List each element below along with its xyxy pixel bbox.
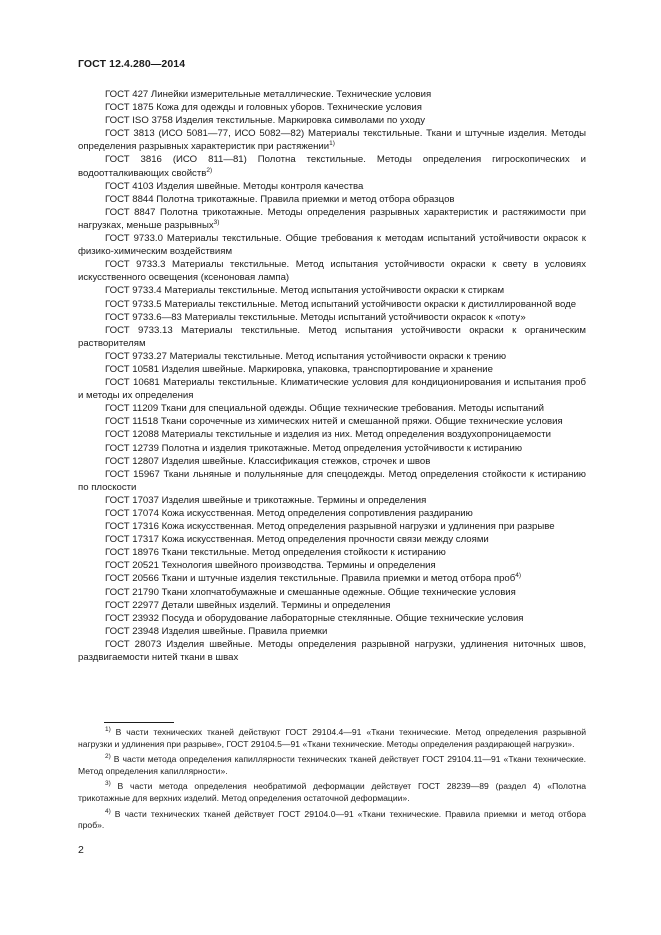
- reference-text: ГОСТ 17316 Кожа искусственная. Метод определения разрывной нагрузки и удлинения при разрыве: [105, 521, 555, 533]
- document-header: ГОСТ 12.4.280—2014: [78, 58, 186, 70]
- reference-list: [78, 88, 586, 664]
- reference-text: ГОСТ 21790 Ткани хлопчатобумажные и смешанные одежные. Общие технические условия: [105, 586, 516, 598]
- footnote-text: В части технических тканей действуют ГОСТ 29104.4—91 «Ткани технические. Метод определения разрывной нагрузки и удлинения при разрыве», ГОСТ 29104.5—91 «Ткани технические. Методы определения раздирающей нагрузки».: [78, 727, 587, 749]
- footnote-mark: 2): [105, 753, 111, 761]
- footnote-marker: 4): [515, 572, 522, 580]
- reference-item: [78, 284, 586, 297]
- reference-item: [78, 101, 586, 114]
- reference-item: [78, 153, 586, 179]
- reference-item: [78, 415, 586, 428]
- reference-item: [78, 612, 586, 625]
- reference-item: [78, 114, 586, 127]
- reference-item: [78, 572, 586, 585]
- reference-item: [78, 507, 586, 520]
- reference-text: ГОСТ 10581 Изделия швейные. Маркировка, упаковка, транспортирование и хранение: [105, 363, 494, 375]
- footnote-text: В части метода определения капиллярности технических тканей действует ГОСТ 29104.11—91 «Ткани технические. Метод определения капиллярности».: [78, 754, 586, 776]
- reference-text: ГОСТ ISO 3758 Изделия текстильные. Маркировка символами по уходу: [105, 115, 426, 127]
- reference-text: ГОСТ 15967 Ткани льняные и полульняные для спецодежды. Метод определения стойкости к истиранию по плоскости: [78, 468, 586, 493]
- reference-text: ГОСТ 4103 Изделия швейные. Методы контроля качества: [105, 180, 364, 192]
- footnote-mark: 3): [105, 780, 111, 788]
- reference-text: ГОСТ 12088 Материалы текстильные и изделия из них. Метод определения воздухопроницаемости: [105, 429, 551, 441]
- reference-item: [78, 455, 586, 468]
- reference-item: [78, 599, 586, 612]
- reference-item: [78, 468, 586, 494]
- reference-text: ГОСТ 22977 Детали швейных изделий. Термины и определения: [105, 599, 391, 611]
- reference-item: [78, 428, 586, 441]
- footnote-text: В части метода определения необратимой деформации действует ГОСТ 28239—89 (раздел 4) «Полотна трикотажные для верхних изделий. Метод определения остаточной деформации».: [78, 781, 586, 803]
- reference-text: ГОСТ 1875 Кожа для одежды и головных уборов. Технические условия: [105, 102, 422, 114]
- reference-text: ГОСТ 20521 Технология швейного производства. Термины и определения: [105, 560, 436, 572]
- reference-item: [78, 232, 586, 258]
- reference-item: [78, 350, 586, 363]
- reference-item: [78, 559, 586, 572]
- reference-text: ГОСТ 11518 Ткани сорочечные из химических нитей и смешанной пряжи. Общие технические условия: [105, 416, 563, 428]
- reference-item: [78, 494, 586, 507]
- footnote-text: В части технических тканей действует ГОСТ 29104.0—91 «Ткани технические. Правила приемки и метод отбора проб».: [78, 808, 586, 831]
- reference-item: [78, 206, 586, 232]
- reference-item: [78, 402, 586, 415]
- reference-item: [78, 533, 586, 546]
- reference-item: [78, 586, 586, 599]
- reference-item: [78, 442, 586, 455]
- footnote-mark: 1): [105, 726, 111, 734]
- footnote-mark: 4): [105, 807, 111, 815]
- reference-text: ГОСТ 427 Линейки измерительные металлические. Технические условия: [105, 89, 432, 100]
- reference-text: ГОСТ 23948 Изделия швейные. Правила приемки: [105, 625, 328, 637]
- page-number: 2: [78, 844, 84, 856]
- reference-item: [78, 193, 586, 206]
- footnote-marker: 3): [213, 218, 220, 226]
- reference-text: ГОСТ 9733.27 Материалы текстильные. Метод испытания устойчивости окраски к трению: [105, 350, 507, 362]
- reference-item: [78, 180, 586, 193]
- reference-item: [78, 376, 586, 402]
- reference-item: [78, 363, 586, 376]
- footnote-item: [78, 727, 586, 750]
- reference-item: [78, 298, 586, 311]
- reference-text: ГОСТ 23932 Посуда и оборудование лабораторные стеклянные. Общие технические условия: [105, 612, 524, 624]
- reference-text: ГОСТ 11209 Ткани для специальной одежды. Общие технические требования. Методы испытаний: [105, 403, 545, 415]
- reference-text: ГОСТ 8844 Полотна трикотажные. Правила приемки и метод отбора образцов: [105, 193, 455, 205]
- reference-text: ГОСТ 28073 Изделия швейные. Методы определения разрывной нагрузки, удлинения ниточных швов, раздвигаемости нитей ткани в швах: [78, 638, 586, 664]
- reference-item: [78, 546, 586, 559]
- reference-text: ГОСТ 17074 Кожа искусственная. Метод определения сопротивления раздиранию: [105, 508, 473, 519]
- reference-item: [78, 324, 586, 350]
- reference-item: [78, 127, 586, 153]
- reference-text: ГОСТ 3816 (ИСО 811—81) Полотна текстильные. Методы определения гигроскопических и водоотталкивающих свойств: [78, 154, 586, 179]
- footnote-item: [78, 809, 586, 832]
- reference-text: ГОСТ 9733.4 Материалы текстильные. Метод испытания устойчивости окраски к стиркам: [105, 285, 505, 297]
- footnote-item: [78, 754, 586, 777]
- reference-item: [78, 88, 586, 101]
- footnote-separator: [104, 722, 174, 723]
- reference-text: ГОСТ 9733.3 Материалы текстильные. Метод испытания устойчивости окраски к свету в условиях искусственного освещения (ксеноновая лампа): [78, 259, 586, 284]
- reference-item: [78, 625, 586, 638]
- reference-text: ГОСТ 9733.6—83 Материалы текстильные. Методы испытаний устойчивости окрасок к «поту»: [105, 311, 526, 323]
- reference-text: ГОСТ 17317 Кожа искусственная. Метод определения прочности связи между слоями: [105, 534, 489, 546]
- reference-text: ГОСТ 20566 Ткани и штучные изделия текстильные. Правила приемки и метод отбора проб: [105, 573, 516, 585]
- footnote-item: [78, 781, 586, 804]
- reference-text: ГОСТ 17037 Изделия швейные и трикотажные. Термины и определения: [105, 494, 427, 506]
- reference-text: ГОСТ 12807 Изделия швейные. Классификация стежков, строчек и швов: [105, 455, 431, 467]
- reference-text: ГОСТ 12739 Полотна и изделия трикотажные. Метод определения устойчивости к истиранию: [105, 442, 523, 454]
- footnote-marker: 2): [206, 166, 213, 174]
- reference-text: ГОСТ 8847 Полотна трикотажные. Методы определения разрывных характеристик и растяжимости при нагрузках, меньше разрывных: [78, 206, 586, 231]
- footnotes: [78, 727, 586, 836]
- reference-item: [78, 258, 586, 284]
- reference-item: [78, 311, 586, 324]
- reference-text: ГОСТ 9733.13 Материалы текстильные. Метод испытания устойчивости окраски к органическим растворителям: [78, 324, 586, 349]
- reference-text: ГОСТ 9733.5 Материалы текстильные. Метод испытаний устойчивости окраски к дистиллированной воде: [105, 298, 577, 310]
- reference-item: [78, 520, 586, 533]
- reference-text: ГОСТ 9733.0 Материалы текстильные. Общие требования к методам испытаний устойчивости окрасок к физико-химическим воздействиям: [78, 233, 586, 258]
- reference-text: ГОСТ 18976 Ткани текстильные. Метод определения стойкости к истиранию: [105, 547, 446, 559]
- footnote-marker: 1): [329, 140, 335, 148]
- reference-text: ГОСТ 3813 (ИСО 5081—77, ИСО 5082—82) Материалы текстильные. Ткани и штучные изделия. Методы определения разрывных характеристик при растяжении: [78, 128, 586, 153]
- reference-text: ГОСТ 10681 Материалы текстильные. Климатические условия для кондиционирования и испытания проб и методы их определения: [78, 377, 586, 402]
- reference-item: [78, 638, 586, 664]
